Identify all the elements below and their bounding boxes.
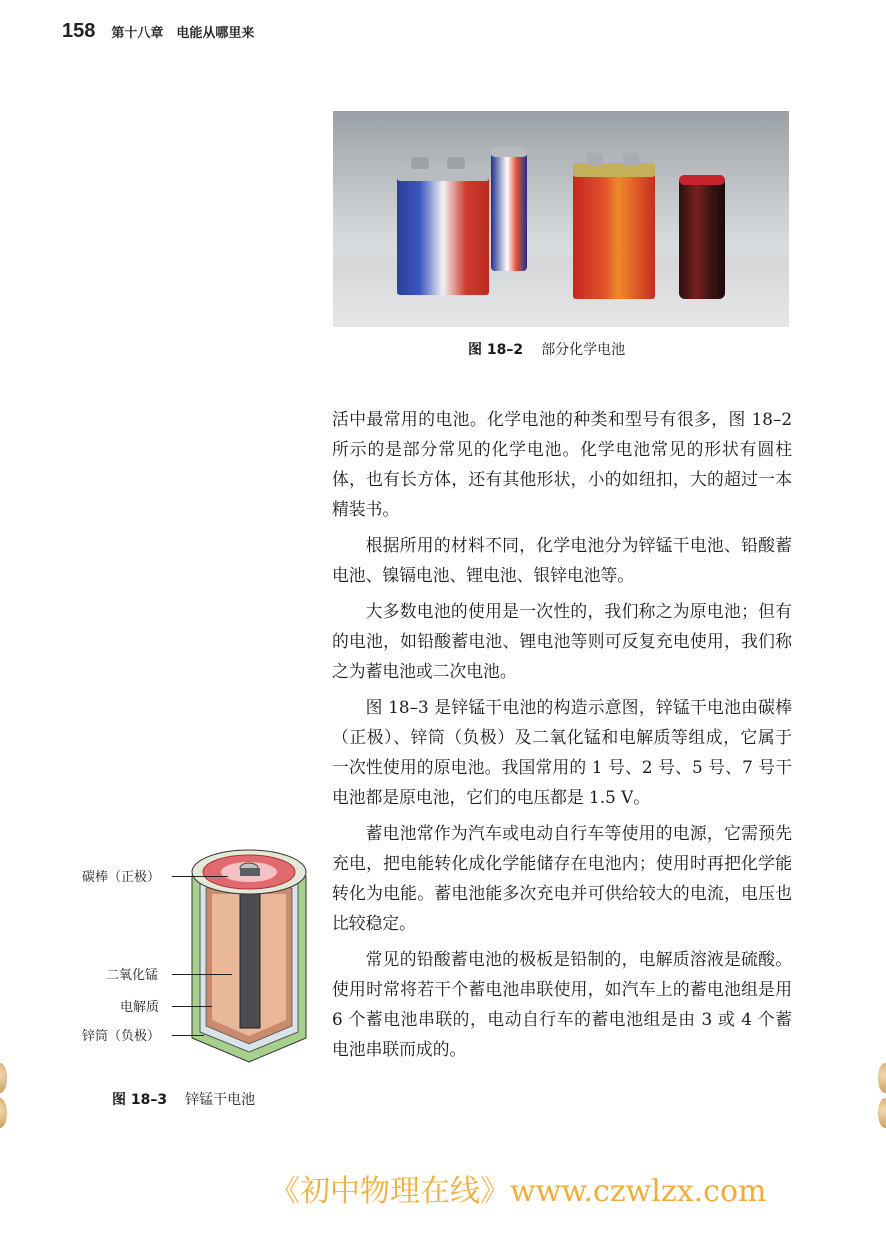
battery-9v-left	[397, 177, 489, 295]
dry-cell-diagram	[190, 848, 308, 1064]
figure-caption: 锌锰干电池	[185, 1092, 256, 1108]
page-header	[62, 20, 254, 46]
chapter-title: 第十八章 电能从哪里来	[111, 26, 255, 41]
carbon-rod-label: 碳棒（正极）	[82, 870, 161, 885]
paragraph-2: 根据所用的材料不同，化学电池分为锌锰干电池、铅酸蓄电池、镍镉电池、锂电池、银锌电池等。	[332, 535, 792, 585]
page-number: 158	[62, 20, 96, 42]
figure-label: 图 18–2	[468, 342, 524, 358]
battery-9v-right	[573, 173, 655, 299]
carbon-rod-leader	[172, 876, 228, 877]
battery-aa-blue-cap	[491, 147, 527, 157]
battery-9v-left-top	[397, 167, 489, 181]
mno2-leader	[172, 974, 232, 975]
page-edge-decoration	[878, 1063, 886, 1093]
figure-caption: 部分化学电池	[541, 342, 626, 358]
zinc-can-label: 锌筒（负极）	[82, 1029, 161, 1044]
paragraph-4: 图 18–3 是锌锰干电池的构造示意图，锌锰干电池由碳棒（正极）、锌筒（负极）及二氧化锰和电解质等组成，它属于一次性使用的原电池。我国常用的 1 号、2 号、5 号、7 号干电池都是原电池，它们的电压都是 1.5 V。	[332, 697, 792, 807]
mno2-label: 二氧化锰	[106, 968, 159, 983]
battery-aa-blue	[491, 153, 527, 271]
page-edge-decoration	[0, 1098, 7, 1128]
battery-9v-right-terminal-a	[587, 153, 603, 165]
site-watermark: 《初中物理在线》www.czwlzx.com	[270, 1174, 767, 1209]
battery-9v-left-terminal-a	[411, 157, 429, 169]
battery-9v-right-top	[573, 163, 655, 177]
page-edge-decoration	[0, 1063, 7, 1093]
figure-18-2-caption	[468, 339, 625, 359]
zinc-can-leader	[172, 1035, 204, 1036]
electrolyte-leader	[172, 1006, 212, 1007]
battery-aa-black	[679, 175, 725, 299]
figure-label: 图 18–3	[112, 1092, 168, 1108]
battery-9v-right-terminal-b	[623, 153, 639, 165]
battery-aa-black-band	[679, 175, 725, 185]
electrolyte-label: 电解质	[120, 1000, 160, 1015]
paragraph-3: 大多数电池的使用是一次性的，我们称之为原电池；但有的电池，如铅酸蓄电池、锂电池等则可反复充电使用，我们称之为蓄电池或二次电池。	[332, 601, 792, 681]
page-edge-decoration	[878, 1098, 886, 1128]
battery-9v-left-terminal-b	[447, 157, 465, 169]
paragraph-5: 蓄电池常作为汽车或电动自行车等使用的电源，它需预先充电，把电能转化成化学能储存在电池内；使用时再把化学能转化为电能。蓄电池能多次充电并可供给较大的电流，电压也比较稳定。	[332, 823, 792, 933]
body-text	[332, 404, 792, 1064]
paragraph-6: 常见的铅酸蓄电池的极板是铅制的，电解质溶液是硫酸。使用时常将若干个蓄电池串联使用，如汽车上的蓄电池组是用 6 个蓄电池串联的，电动自行车的蓄电池组是由 3 或 4 个蓄电池串联而成的。	[332, 949, 792, 1059]
batteries-photo	[333, 111, 789, 327]
figure-18-3-caption	[112, 1089, 255, 1109]
paragraph-1: 活中最常用的电池。化学电池的种类和型号有很多，图 18–2 所示的是部分常见的化学电池。化学电池常见的形状有圆柱体，也有长方体，还有其他形状，小的如纽扣，大的超过一本精装书。	[332, 409, 792, 519]
